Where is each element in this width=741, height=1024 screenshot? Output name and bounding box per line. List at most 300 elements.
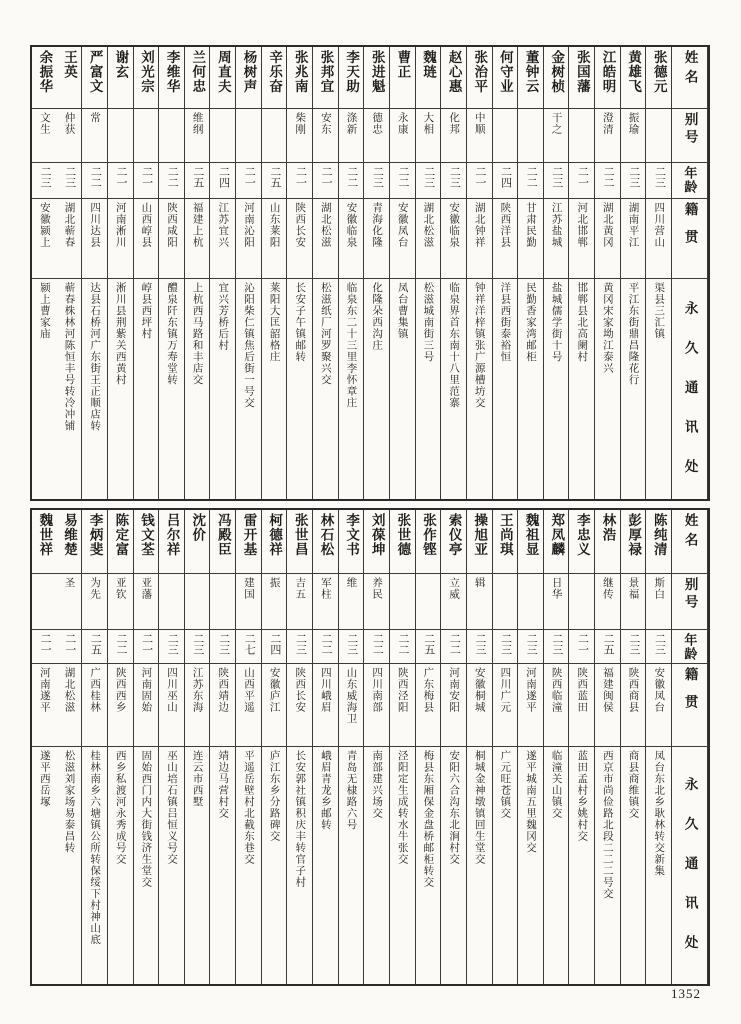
person-address-cell [518,747,543,984]
person-native-cell [32,664,57,747]
page-number: 1352 [671,986,701,1001]
person-native-cell [185,199,210,279]
person-column [569,47,595,499]
person-age: 二二 [397,166,410,188]
person-name-cell [364,510,389,574]
person-address-cell [544,279,569,499]
person-column [441,510,467,984]
person-address-cell [390,279,415,499]
person-age-cell [518,163,543,199]
header-native [672,664,707,747]
person-native-cell [467,664,492,747]
person-age: 二三 [473,633,486,655]
person-age-cell [236,163,261,199]
directory-table-top [30,45,710,501]
person-name: 兰何忠 [190,50,206,94]
person-age-cell [544,163,569,199]
person-name-cell [57,510,82,574]
person-name-cell [210,47,235,109]
person-native-cell [32,199,57,279]
person-column [467,510,493,984]
person-native-cell [493,199,518,279]
person-age: 二五 [602,633,615,655]
person-native-cell [262,664,287,747]
person-address-cell [313,747,338,984]
person-alias-cell [185,109,210,163]
person-column [82,510,108,984]
person-age: 二三 [653,633,666,655]
person-age-cell [262,630,287,664]
person-name: 周直夫 [215,50,231,94]
person-name-cell [569,510,594,574]
person-native-cell [441,664,466,747]
person-address-cell [57,279,82,499]
person-name: 李忠义 [574,513,590,557]
person-alias: 澄清 [601,112,613,135]
person-address: 颍上曹家庙 [38,282,50,340]
person-name-cell [262,510,287,574]
person-alias: 景福 [627,577,639,600]
person-name: 金树桢 [549,50,565,94]
person-age-cell [210,163,235,199]
person-address-cell [493,747,518,984]
person-age-cell [82,630,107,664]
person-age: 二一 [473,166,486,188]
person-column [493,510,519,984]
person-alias-cell [441,109,466,163]
person-native: 青海化隆 [371,202,383,248]
person-native-cell [621,664,646,747]
person-age-cell [493,630,518,664]
person-address: 固始西门内大街钱济生堂交 [140,750,152,888]
person-age: 二三 [550,633,563,655]
person-name: 魏世祥 [37,513,53,557]
person-address: 庐江东乡分路碑交 [268,750,280,842]
person-native-cell [82,664,107,747]
person-native: 江苏宜兴 [217,202,229,248]
person-age-cell [621,630,646,664]
person-alias-cell [544,574,569,630]
person-address-cell [364,279,389,499]
person-native-cell [518,199,543,279]
person-address-cell [621,279,646,499]
person-native: 福建闽侯 [601,667,613,713]
person-address: 松滋城南街三号 [422,282,434,363]
person-alias-cell [32,109,57,163]
person-name-cell [262,47,287,109]
person-age: 二二 [397,633,410,655]
person-alias: 振瑜 [627,112,639,135]
person-address-cell [32,747,57,984]
person-address-cell [108,747,133,984]
person-name-cell [185,510,210,574]
header-address-label: 永久通讯处 [682,777,698,975]
person-age-cell [108,630,133,664]
person-native-cell [185,664,210,747]
person-alias-cell [313,109,338,163]
person-age: 二五 [191,166,204,188]
person-column [339,47,365,499]
person-column [313,47,339,499]
person-age-cell [57,630,82,664]
person-name-cell [313,510,338,574]
person-name: 余振华 [37,50,53,94]
person-age: 二五 [268,166,281,188]
person-alias: 维纲 [191,112,203,135]
person-address: 西乡私渡河永秀成号交 [114,750,126,865]
person-address: 广元旺苍镇交 [499,750,511,819]
person-column [544,510,570,984]
person-alias-cell [236,109,261,163]
person-alias-cell [493,109,518,163]
header-address-label: 永久通讯处 [682,300,698,499]
person-age: 二一 [39,633,52,655]
person-alias-cell [287,574,312,630]
person-alias-cell [159,109,184,163]
person-name-cell [185,47,210,109]
person-native-cell [108,664,133,747]
header-name-label: 姓名 [682,513,698,552]
person-native-cell [595,664,620,747]
person-alias-cell [441,574,466,630]
person-age: 二一 [140,166,153,188]
person-native: 陕西临潼 [550,667,562,713]
person-address: 连云市西墅 [191,750,203,808]
person-age: 二四 [268,633,281,655]
person-name-cell [339,510,364,574]
person-column [134,510,160,984]
person-native: 四川南部 [371,667,383,713]
person-native: 安徽颍上 [38,202,50,248]
person-column [646,47,672,499]
person-native-cell [416,199,441,279]
person-name: 沈价 [190,513,206,542]
person-age-cell [595,163,620,199]
person-alias-cell [646,574,671,630]
person-native-cell [287,664,312,747]
person-alias-cell [82,109,107,163]
person-column [518,47,544,499]
person-address-cell [544,747,569,984]
person-address-cell [416,279,441,499]
person-address: 蓝田孟村乡姚村交 [576,750,588,842]
person-name-cell [108,510,133,574]
person-name: 张国藩 [574,50,590,94]
table-header-column [672,510,708,984]
person-address: 凤台东北乡耿林转交新集 [653,750,665,877]
person-age-cell [159,630,184,664]
person-native: 陕西咸阳 [166,202,178,248]
header-age-label: 年龄 [682,633,698,661]
person-address-cell [134,747,159,984]
person-address-cell [32,279,57,499]
person-name: 谢玄 [113,50,129,79]
person-name-cell [287,47,312,109]
person-native-cell [544,199,569,279]
person-alias-cell [287,109,312,163]
person-age: 二三 [63,166,76,188]
person-address: 达县石桥河广东街王正顺店转 [89,282,101,432]
person-age: 二三 [448,166,461,188]
person-age: 二三 [422,166,435,188]
person-native: 四川达县 [89,202,101,248]
person-address: 临泉界首东南十八里范寨 [448,282,460,409]
person-name: 刘光宗 [138,50,154,94]
person-address-cell [134,279,159,499]
person-age: 二一 [140,633,153,655]
person-native: 福建上杭 [191,202,203,248]
person-age: 二一 [576,166,589,188]
person-age-cell [569,630,594,664]
person-native: 陕西商县 [627,667,639,713]
person-column [210,47,236,499]
person-native-cell [544,664,569,747]
person-age: 二一 [243,166,256,188]
person-age-cell [57,163,82,199]
person-address: 黄冈宋家坳江泰兴 [601,282,613,374]
person-alias: 亚钦 [114,577,126,600]
person-native: 广西桂林 [89,667,101,713]
person-name: 张治平 [472,50,488,94]
person-address-cell [313,279,338,499]
person-address: 安阳六合沟东北涧村交 [448,750,460,865]
person-column [621,510,647,984]
person-alias-cell [262,574,287,630]
person-column [364,47,390,499]
person-age: 二二 [371,633,384,655]
person-column [595,47,621,499]
person-alias-cell [467,574,492,630]
person-address-cell [467,279,492,499]
person-age-cell [262,163,287,199]
person-alias-cell [108,574,133,630]
person-address-cell [236,279,261,499]
person-age: 二三 [191,633,204,655]
header-address [672,279,707,499]
person-native: 江苏东海 [191,667,203,713]
person-column [236,47,262,499]
person-alias: 辑 [473,577,485,589]
person-name-cell [287,510,312,574]
person-native-cell [569,199,594,279]
person-name-cell [646,47,671,109]
person-address: 靖边马营村交 [217,750,229,819]
person-address: 桐城金神墩镇回生堂交 [473,750,485,865]
person-age-cell [569,163,594,199]
person-name: 张兆南 [292,50,308,94]
person-native: 河南遂平 [38,667,50,713]
person-age-cell [32,630,57,664]
person-alias-cell [57,109,82,163]
person-native-cell [390,199,415,279]
person-native: 山西崞县 [140,202,152,248]
person-address: 莱阳大匡韶格庄 [268,282,280,363]
person-address-cell [646,747,671,984]
person-alias: 干之 [550,112,562,135]
person-name-cell [518,510,543,574]
person-name-cell [134,47,159,109]
person-column [441,47,467,499]
person-alias-cell [364,109,389,163]
person-native-cell [339,664,364,747]
person-name-cell [159,47,184,109]
person-name: 王尚琪 [497,513,513,557]
person-native-cell [313,664,338,747]
person-address: 桂林南乡六塘镇公所转保绥下村神山底 [89,750,101,946]
person-name: 黄雄飞 [626,50,642,94]
person-alias-cell [416,109,441,163]
person-native-cell [441,199,466,279]
person-native-cell [364,664,389,747]
person-age-cell [108,163,133,199]
person-age: 二三 [525,633,538,655]
person-column [262,47,288,499]
person-column [108,510,134,984]
person-address-cell [621,747,646,984]
person-address-cell [82,747,107,984]
person-native-cell [364,199,389,279]
person-native: 湖北松滋 [422,202,434,248]
person-address: 遂平城南五里魏冈交 [524,750,536,854]
person-name: 林石松 [318,513,334,557]
person-age: 二二 [345,166,358,188]
person-address-cell [441,279,466,499]
person-column [569,510,595,984]
person-age: 二三 [39,166,52,188]
person-address: 长安子午镇邮转 [294,282,306,363]
person-native: 湖北蕲春 [63,202,75,248]
person-native-cell [210,199,235,279]
person-name: 张世德 [395,513,411,557]
person-address-cell [262,747,287,984]
person-age: 二三 [627,633,640,655]
person-name-cell [621,510,646,574]
person-alias: 圣 [63,577,75,589]
person-age-cell [595,630,620,664]
person-native-cell [134,199,159,279]
person-native: 山东威海卫 [345,667,357,725]
person-name: 董钟云 [523,50,539,94]
person-address-cell [82,279,107,499]
person-column [518,510,544,984]
person-alias: 化邦 [448,112,460,135]
person-age-cell [646,630,671,664]
person-alias-cell [236,574,261,630]
person-address: 青岛无棣路六号 [345,750,357,831]
person-native: 陕西西乡 [114,667,126,713]
person-alias-cell [518,109,543,163]
person-alias-cell [159,574,184,630]
person-age-cell [339,163,364,199]
person-alias-cell [467,109,492,163]
person-name-cell [236,47,261,109]
person-age: 二一 [294,166,307,188]
person-address-cell [159,747,184,984]
person-age: 二三 [371,166,384,188]
person-name-cell [493,510,518,574]
person-age-cell [287,163,312,199]
person-column [467,47,493,499]
person-column [416,510,442,984]
person-column [287,510,313,984]
header-name [672,47,707,109]
person-column [313,510,339,984]
person-alias-cell [390,109,415,163]
person-address-cell [339,279,364,499]
person-age-cell [313,630,338,664]
person-column [32,510,57,984]
person-native-cell [262,199,287,279]
person-native: 湖南平江 [627,202,639,248]
person-column [185,510,211,984]
person-alias-cell [210,109,235,163]
person-column [646,510,672,984]
person-address-cell [185,747,210,984]
person-name: 易维楚 [62,513,78,557]
person-address-cell [339,747,364,984]
person-address: 化隆朵西沟庄 [371,282,383,351]
person-alias-cell [210,574,235,630]
person-address: 西京市尚俭路北段二二二号交 [601,750,613,900]
header-alias [672,574,707,630]
person-alias-cell [82,574,107,630]
person-name: 陈纯清 [651,513,667,557]
person-age: 二一 [115,166,127,188]
person-name-cell [441,510,466,574]
person-alias-cell [364,574,389,630]
person-address: 商县商维镇交 [627,750,639,819]
person-age-cell [159,163,184,199]
person-age-cell [210,630,235,664]
person-native-cell [313,199,338,279]
person-name: 张作铿 [421,513,436,557]
person-age: 二三 [166,633,179,655]
person-name-cell [467,47,492,109]
person-age-cell [441,163,466,199]
person-age: 二一 [320,166,333,188]
person-native: 湖北松滋 [319,202,331,248]
person-native: 河北邯郸 [576,202,588,248]
person-column [621,47,647,499]
person-age-cell [134,163,159,199]
person-alias-cell [621,109,646,163]
person-name: 曹正 [395,50,411,79]
person-alias-cell [108,109,133,163]
person-address-cell [364,747,389,984]
person-name-cell [57,47,82,109]
person-native-cell [159,664,184,747]
person-name-cell [390,47,415,109]
person-age: 二一 [576,633,589,655]
person-alias-cell [595,574,620,630]
person-column [390,510,416,984]
person-native: 广东梅县 [422,667,434,713]
person-age: 二七 [243,633,256,655]
person-name-cell [646,510,671,574]
person-native: 湖北松滋 [63,667,75,713]
person-address: 宜兴芳桥后村 [217,282,229,351]
person-age-cell [441,630,466,664]
person-age: 二四 [499,166,512,188]
person-age-cell [621,163,646,199]
person-address-cell [569,747,594,984]
person-column [390,47,416,499]
person-name: 李文书 [344,513,360,557]
person-name-cell [467,510,492,574]
person-column [159,510,185,984]
person-address-cell [159,279,184,499]
person-column [262,510,288,984]
